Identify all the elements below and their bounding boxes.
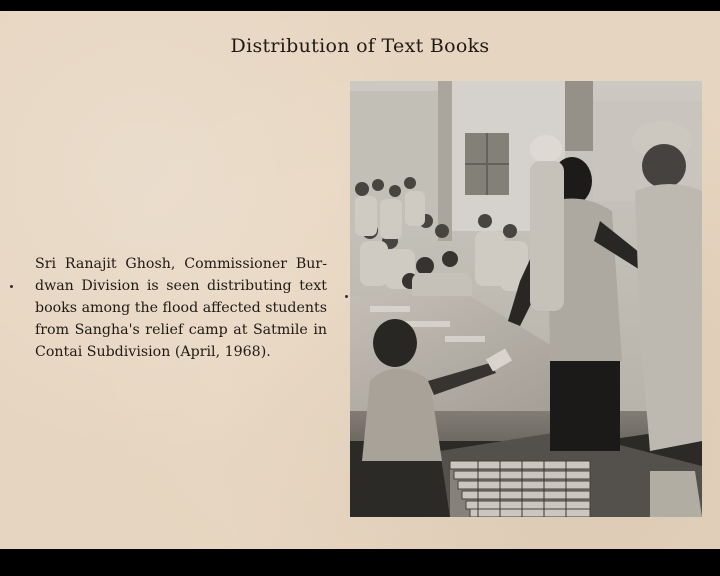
print-speck [345, 295, 348, 298]
caption-line: from Sangha's relief camp at Satmile in [35, 322, 327, 338]
caption-line: books among the flood affected students [35, 300, 327, 316]
distribution-photograph [350, 81, 702, 517]
photo-caption [35, 253, 327, 363]
caption-line: Sri Ranajit Ghosh, Commissioner Bur- [35, 256, 327, 272]
photo-illustration [350, 81, 702, 517]
scanned-page [0, 11, 720, 549]
caption-line: dwan Division is seen distributing text [35, 278, 327, 294]
page-title: Distribution of Text Books [230, 35, 490, 57]
print-speck [10, 285, 13, 288]
caption-line: Contai Subdivision (April, 1968). [35, 344, 271, 360]
